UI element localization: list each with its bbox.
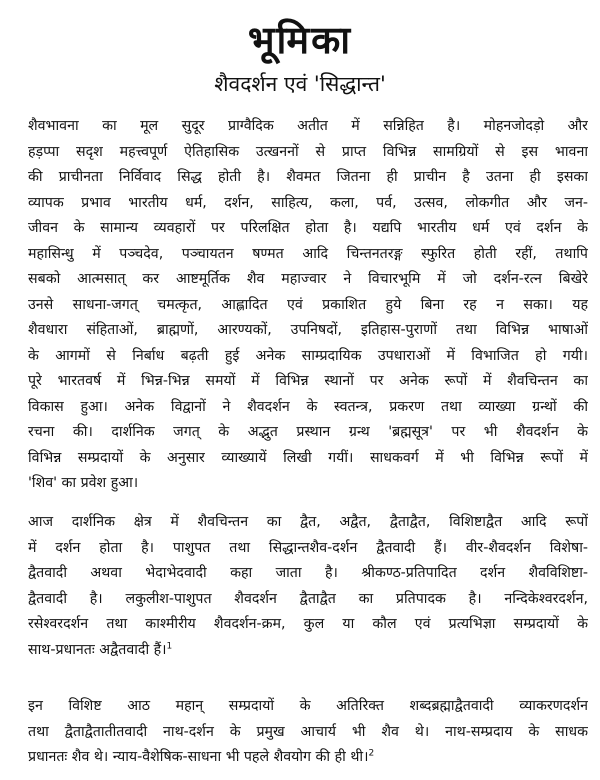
text-line: इन विशिष्ट आठ महान् सम्प्रदायों के अतिरिक्त शब्दब्रह्माद्वैतवादी व्याकरणदर्शन xyxy=(28,698,588,714)
text-line: उनसे साधना-जगत् चमत्कृत, आह्लादित एवं प्रकाशित हुये बिना रह न सका। यह xyxy=(28,296,588,313)
text-line: में दर्शन होता है। पाशुपत तथा सिद्धान्तशैव-दर्शन द्वैतवादी हैं। वीर-शैवदर्शन विशेषा- xyxy=(28,539,588,556)
text-line: रसेश्वरदर्शन तथा काश्मीरीय शैवदर्शन-क्रम, कुल या कौल एवं प्रत्यभिज्ञा सम्प्रदायों के xyxy=(28,616,588,632)
text-line: आज दार्शनिक क्षेत्र में शैवचिन्तन का द्वैत, अद्वैत, द्वैताद्वैत, विशिष्टाद्वैत आदि रूपों xyxy=(28,514,588,530)
footnote-mark: 1 xyxy=(166,640,173,651)
paragraph-1 xyxy=(28,114,588,497)
text-line: की प्राचीनता निर्विवाद सिद्ध होती है। शैवमत जितना ही प्राचीन है उतना ही इसका xyxy=(28,169,588,185)
text-line xyxy=(28,638,588,664)
text-line: हड़प्पा सदृश महत्त्वपूर्ण ऐतिहासिक उत्खननों से प्राप्त विभिन्न सामग्रियों से इस भावना xyxy=(28,143,588,160)
text-line: तथा द्वैताद्वैतातीतवादी नाथ-दर्शन के प्रमुख आचार्य भी शैव थे। नाथ-सम्प्रदाय के साधक xyxy=(28,723,588,740)
paragraph-3 xyxy=(28,694,588,771)
text-line: रचना की। दार्शनिक जगत् के अद्भुत प्रस्थान ग्रन्थ 'ब्रह्मसूत्र' पर भी शैवदर्शन के xyxy=(28,424,588,440)
text-line: पूरे भारतवर्ष में भिन्न-भिन्न समयों में विभिन्न स्थानों पर अनेक रूपों में शैवचिन्तन का xyxy=(28,373,588,389)
text-line: 'शिव' का प्रवेश हुआ। xyxy=(28,475,139,491)
text-line: के आगमों से निर्बाध बढ़ती हुई अनेक साम्प्रदायिक उपधाराओं में विभाजित हो गयी। xyxy=(28,347,588,364)
section-subheading: शैवदर्शन एवं 'सिद्धान्त' xyxy=(214,72,386,96)
text-line: शैवभावना का मूल सुदूर प्राग्वैदिक अतीत में सन्निहित है। मोहनजोदड़ो और xyxy=(28,118,588,134)
text-line: सबको आत्मसात् कर आष्टमूर्तिक शैव महाज्वार ने विचारभूमि में जो दर्शन-रत्न बिखेरे xyxy=(28,271,588,287)
text-line: जीवन के सामान्य व्यवहारों पर परिलक्षित होता है। यद्यपि भारतीय धर्म एवं दर्शन के xyxy=(28,220,588,236)
text-line: विभिन्न सम्प्रदायों के अनुसार व्याख्यायें लिखी गयीं। साधकवर्ग में भी विभिन्न रूपों में xyxy=(28,449,588,466)
text-line xyxy=(28,745,588,771)
text-line: द्वैतवादी अथवा भेदाभेदवादी कहा जाता है। श्रीकण्ठ-प्रतिपादित दर्शन शैवविशिष्टा- xyxy=(28,565,588,581)
text-run: प्रधानतः शैव थे। न्याय-वैशेषिक-साधना भी पहले शैवयोग की ही थी। xyxy=(28,749,369,765)
paragraph-2 xyxy=(28,510,588,663)
text-run: साथ-प्रधानतः अद्वैतवादी हैं। xyxy=(28,641,167,658)
text-line: शैवधारा संहिताओं, ब्राह्मणों, आरण्यकों, उपनिषदों, इतिहास-पुराणों तथा विभिन्न भाषाओं xyxy=(28,322,588,338)
text-line: विकास हुआ। अनेक विद्वानों ने शैवदर्शन के स्वतन्त्र, प्रकरण तथा व्याख्या ग्रन्थों की xyxy=(28,398,588,415)
text-line: द्वैतवादी है। लकुलीश-पाशुपत शैवदर्शन द्वैताद्वैत का प्रतिपादक है। नन्दिकेश्वरदर्शन, xyxy=(28,590,588,607)
page-heading: भूमिका xyxy=(247,18,353,62)
text-line: व्यापक प्रभाव भारतीय धर्म, दर्शन, साहित्य, कला, पर्व, उत्सव, लोकगीत और जन- xyxy=(28,194,588,211)
text-line: महासिन्धु में पञ्चदेव, पञ्चायतन षण्मत आदि चिन्तनतरङ्ग स्फुरित होती रहीं, तथापि xyxy=(28,245,588,262)
footnote-mark: 2 xyxy=(368,748,375,759)
